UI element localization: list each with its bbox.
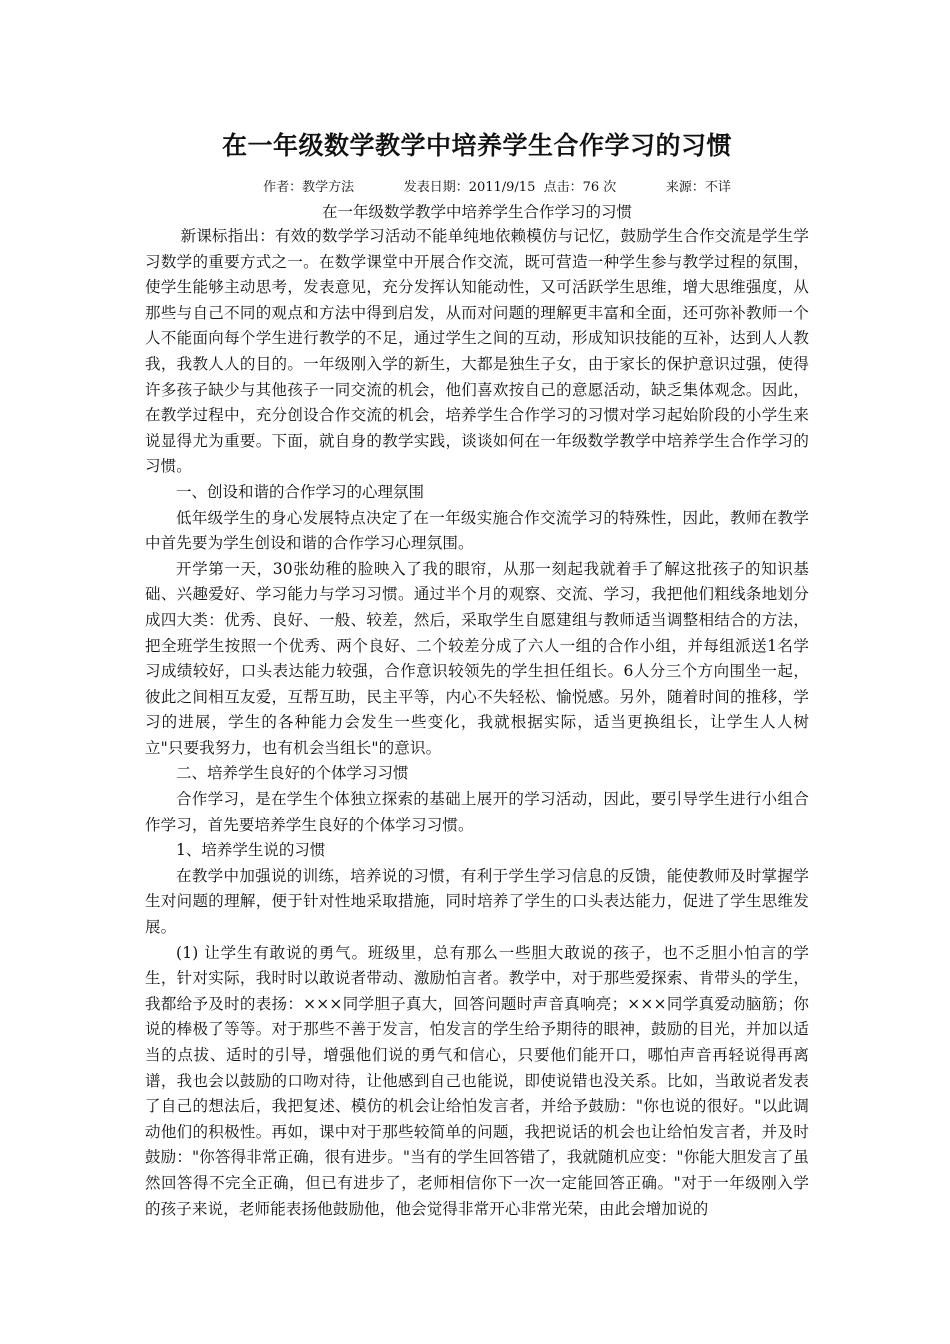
body-paragraph: 开学第一天，30张幼稚的脸映入了我的眼帘，从那一刻起我就着手了解这批孩子的知识基础、兴趣爱好、学习能力与学习习惯。通过半个月的观察、交流、学习，我把他们粗线条地划分成四大类：优秀、良好、一般、较差，然后，采取学生自愿建组与教师适当调整相结合的方法，把全班学生按照一个优秀、两个良好、二个较差分成了六人一组的合作小组，并每组派送1名学习成绩较好，口头表达能力较强，合作意识较领先的学生担任组长。6人分三个方向围坐一起，彼此之间相互友爱，互帮互助，民主平等，内心不失轻松、愉悦感。另外，随着时间的推移，学习的进展，学生的各种能力会发生一些变化，我就根据实际，适当更换组长，让学生人人树立"只要我努力，也有机会当组长"的意识。: [145, 559, 809, 757]
body-paragraph: 合作学习，是在学生个体独立探索的基础上展开的学习活动，因此，要引导学生进行小组合作学习，首先要培养学生良好的个体学习习惯。: [145, 790, 809, 834]
meta-source: 来源：不详: [665, 180, 731, 195]
meta-date: 发表日期：2011/9/15: [403, 180, 536, 195]
body-paragraph: 低年级学生的身心发展特点决定了在一年级实施合作交流学习的特殊性，因此，教师在教学中首先要为学生创设和谐的合作学习心理氛围。: [145, 508, 809, 553]
section-heading: 二、培养学生良好的个体学习习惯: [176, 764, 409, 783]
subsection-heading: 1、培养学生说的习惯: [176, 841, 326, 860]
meta-clicks: 点击：76 次: [543, 180, 617, 195]
article-body: [145, 224, 809, 1222]
section-heading: 一、创设和谐的合作学习的心理氛围: [176, 482, 425, 501]
body-paragraph: (1) 让学生有敢说的勇气。班级里，总有那么一些胆大敢说的孩子，也不乏胆小怕言的学生，针对实际，我时时以敢说者带动、激励怕言者。教学中，对于那些爱探索、肯带头的学生，我都给予及时的表扬：×××同学胆子真大，回答问题时声音真响亮；×××同学真爱动脑筋；你说的棒极了等等。对于那些不善于发言，怕发言的学生给予期待的眼神，鼓励的目光，并加以适当的点拔、适时的引导，增强他们说的勇气和信心，只要他们能开口，哪怕声音再轻说得再离谱，我也会以鼓励的口吻对待，让他感到自己也能说，即使说错也没关系。比如，当敢说者发表了自己的想法后，我把复述、模仿的机会让给怕发言者，并给予鼓励："你也说的很好。"以此调动他们的积极性。再如，课中对于那些较简单的问题，我把说话的机会也让给怕发言者，并及时鼓励："你答得非常正确，很有进步。"当有的学生回答错了，我就随机应变："你能大胆发言了虽然回答得不完全正确，但已有进步了，老师相信你下一次一定能回答正确。"对于一年级刚入学的孩子来说，老师能表扬他鼓励他，他会觉得非常开心非常光荣，由此会增加说的: [145, 943, 809, 1218]
article-title: 在一年级数学教学中培养学生合作学习的习惯: [221, 131, 732, 160]
body-paragraph: 在教学中加强说的训练，培养说的习惯，有利于学生学习信息的反馈，能使教师及时掌握学生对问题的理解，便于针对性地采取措施，同时培养了学生的口头表达能力，促进了学生思维发展。: [145, 866, 809, 937]
article-subtitle: 在一年级数学教学中培养学生合作学习的习惯: [321, 203, 632, 221]
meta-author: 作者：教学方法: [263, 180, 355, 195]
article-meta: [185, 178, 809, 198]
body-paragraph: 新课标指出：有效的数学学习活动不能单纯地依赖模仿与记忆，鼓励学生合作交流是学生学习数学的重要方式之一。在数学课堂中开展合作交流，既可营造一种学生参与教学过程的氛围，使学生能够主动思考，发表意见，充分发挥认知能动性，又可活跃学生思维，增大思维强度，从那些与自己不同的观点和方法中得到启发，从而对问题的理解更丰富和全面，还可弥补教师一个人不能面向每个学生进行教学的不足，通过学生之间的互动，形成知识技能的互补，达到人人教我，我教人人的目的。一年级刚入学的新生，大都是独生子女，由于家长的保护意识过强，使得许多孩子缺少与其他孩子一同交流的机会，他们喜欢按自己的意愿活动，缺乏集体观念。因此，在教学过程中，充分创设合作交流的机会，培养学生合作学习的习惯对学习起始阶段的小学生来说显得尤为重要。下面，就自身的教学实践，谈谈如何在一年级数学教学中培养学生合作学习的习惯。: [145, 227, 809, 476]
document-page: [145, 128, 809, 1222]
